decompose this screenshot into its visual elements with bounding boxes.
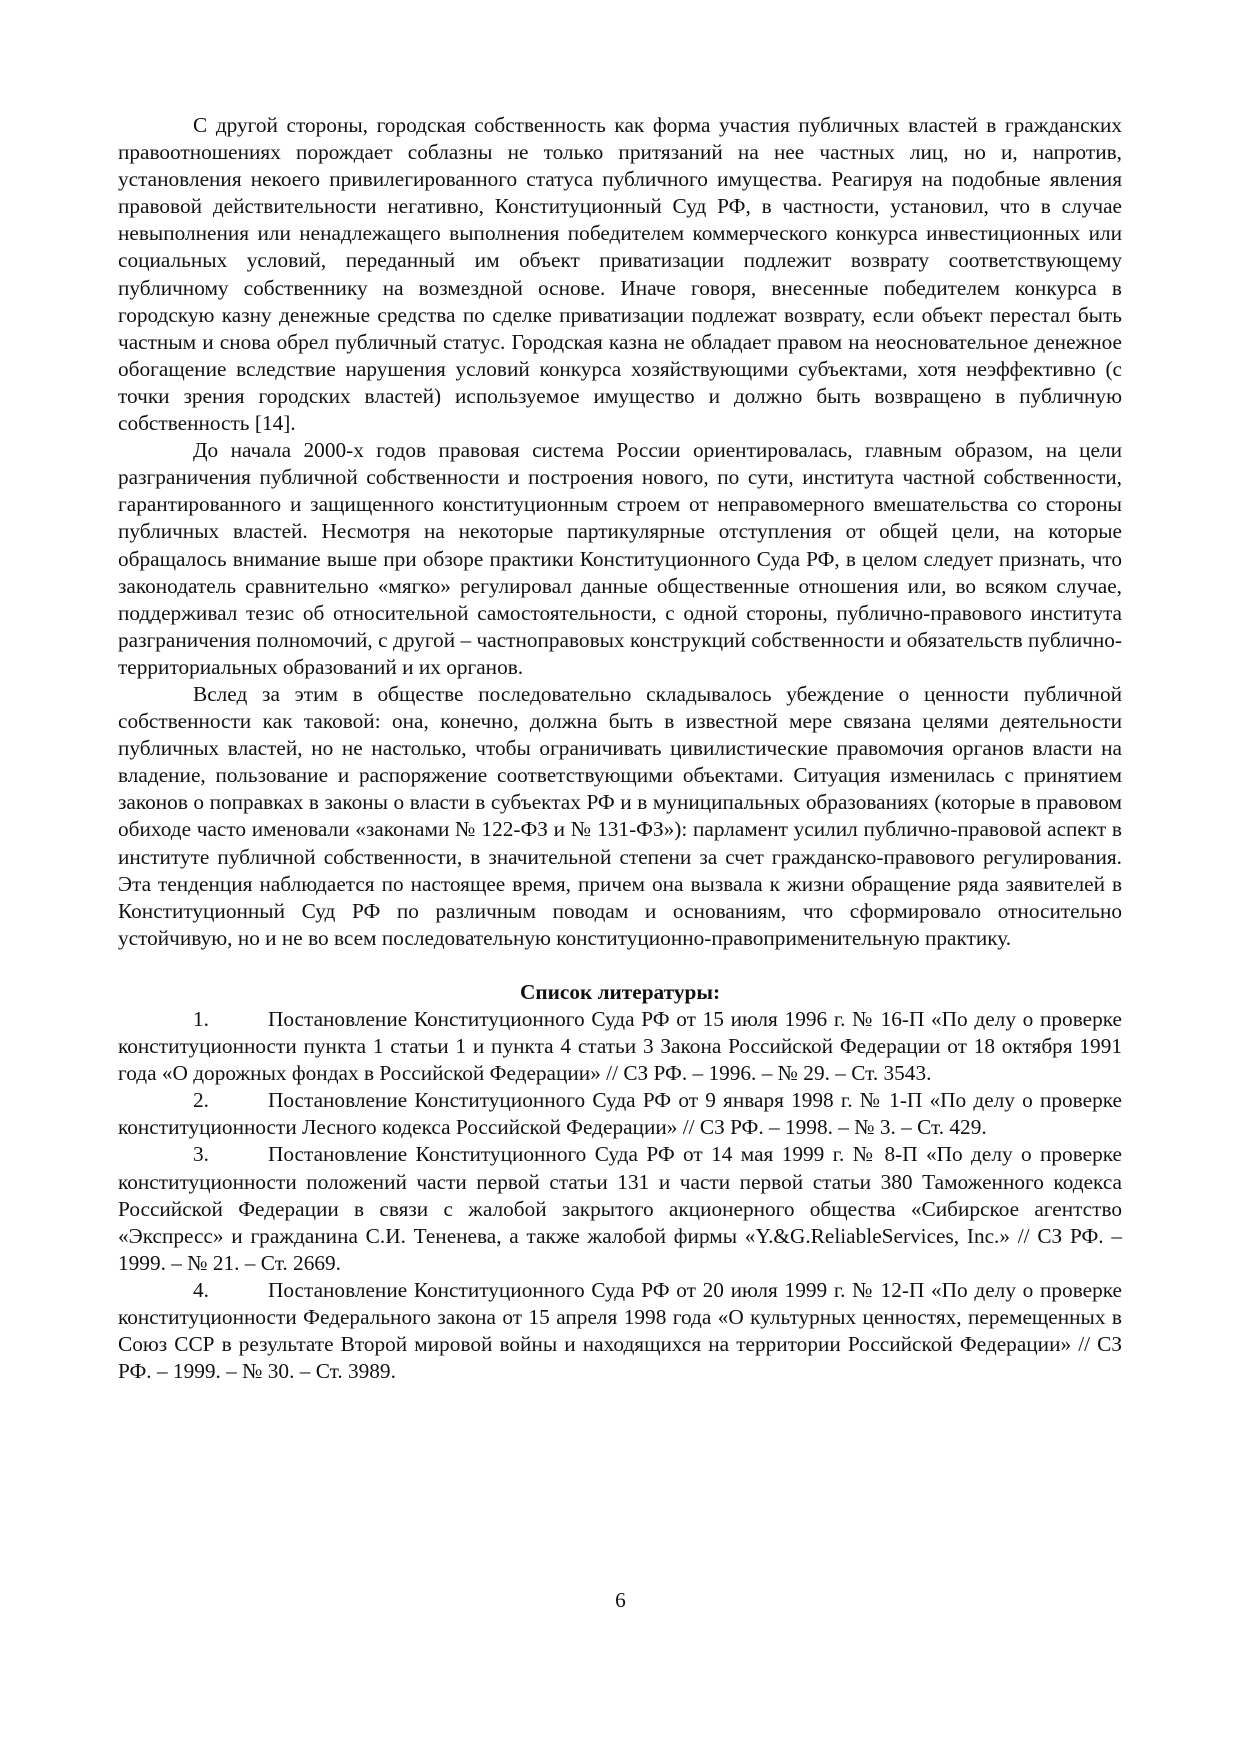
reference-text: Постановление Конституционного Суда РФ от 14 мая 1999 г. № 8-П «По делу о проверке конституционности положений части первой статьи 131 и части первой статьи 380 Таможенного кодекса Российской Федерации в связи с жалобой закрытого акционерного общества «Сибирское агентство «Экспресс» и гражданина С.И. Тененева, а также жалобой фирмы «Y.&G.ReliableServices, Inc.» // СЗ РФ. – 1999. – № 21. – Ст. 2669.: [118, 1142, 1122, 1275]
body-paragraph: Вслед за этим в обществе последовательно складывалось убеждение о ценности публичной собственности как таковой: она, конечно, должна быть в известной мере связана целями деятельности публичных властей, но не настолько, чтобы ограничивать цивилистические правомочия органов власти на владение, пользование и распоряжение соответствующими объектами. Ситуация изменилась с принятием законов о поправках в законы о власти в субъектах РФ и в муниципальных образованиях (которые в правовом обиходе часто именовали «законами № 122-ФЗ и № 131-ФЗ»): парламент усилил публично-правовой аспект в институте публичной собственности, в значительной степени за счет гражданско-правового регулирования. Эта тенденция наблюдается по настоящее время, причем она вызвала к жизни обращение ряда заявителей в Конституционный Суд РФ по различным поводам и основаниям, что сформировало относительно устойчивую, но и не во всем последовательную конституционно-правоприменительную практику.: [118, 681, 1122, 950]
reference-item: [118, 1087, 1122, 1141]
reference-item: [118, 1277, 1122, 1385]
document-page: [118, 112, 1122, 1385]
references-heading: Список литературы:: [519, 979, 721, 1004]
reference-item: [118, 1006, 1122, 1087]
reference-item: [118, 1141, 1122, 1276]
body-paragraph: С другой стороны, городская собственность как форма участия публичных властей в гражданских правоотношениях порождает соблазны не только притязаний на нее частных лиц, но и, напротив, установления некоего привилегированного статуса публичного имущества. Реагируя на подобные явления правовой действительности негативно, Конституционный Суд РФ, в частности, установил, что в случае невыполнения или ненадлежащего выполнения победителем коммерческого конкурса инвестиционных или социальных условий, переданный им объект приватизации подлежит возврату соответствующему публичному собственнику на возмездной основе. Иначе говоря, внесенные победителем конкурса в городскую казну денежные средства по сделке приватизации подлежат возврату, если объект перестал быть частным и снова обрел публичный статус. Городская казна не обладает правом на неосновательное денежное обогащение вследствие нарушения условий конкурса хозяйствующими субъектами, хотя неэффективно (с точки зрения городских властей) используемое имущество и должно быть возвращено в публичную собственность [14].: [118, 113, 1122, 436]
reference-number: 1.: [193, 1007, 209, 1031]
reference-number: 2.: [193, 1088, 209, 1113]
reference-number: 4.: [193, 1277, 209, 1302]
body-paragraph: До начала 2000-х годов правовая система России ориентировалась, главным образом, на цели разграничения публичной собственности и построения нового, по сути, института частной собственности, гарантированного и защищенного конституционным строем от неправомерного вмешательства со стороны публичных властей. Несмотря на некоторые партикулярные отступления от общей цели, на которые обращалось внимание выше при обзоре практики Конституционного Суда РФ, в целом следует признать, что законодатель сравнительно «мягко» регулировал данные общественные отношения или, во всяком случае, поддерживал тезис об относительной самостоятельности, с одной стороны, публично-правового института разграничения полномочий, с другой – частноправовых конструкций собственности и обязательств публично-территориальных образований и их органов.: [118, 438, 1122, 679]
reference-text: Постановление Конституционного Суда РФ от 15 июля 1996 г. № 16-П «По делу о проверке конституционности пункта 1 статьи 1 и пункта 4 статьи 3 Закона Российской Федерации от 18 октября 1991 года «О дорожных фондах в Российской Федерации» // СЗ РФ. – 1996. – № 29. – Ст. 3543.: [118, 1007, 1122, 1086]
reference-number: 3.: [193, 1142, 209, 1167]
reference-text: Постановление Конституционного Суда РФ от 20 июля 1999 г. № 12-П «По делу о проверке конституционности Федерального закона от 15 апреля 1998 года «О культурных ценностях, перемещенных в Союз ССР в результате Второй мировой войны и находящихся на территории Российской Федерации» // СЗ РФ. – 1999. – № 30. – Ст. 3989.: [118, 1277, 1122, 1384]
page-number: 6: [615, 1588, 626, 1612]
reference-text: Постановление Конституционного Суда РФ от 9 января 1998 г. № 1-П «По делу о проверке конституционности Лесного кодекса Российской Федерации» // СЗ РФ. – 1998. – № 3. – Ст. 429.: [118, 1088, 1122, 1140]
